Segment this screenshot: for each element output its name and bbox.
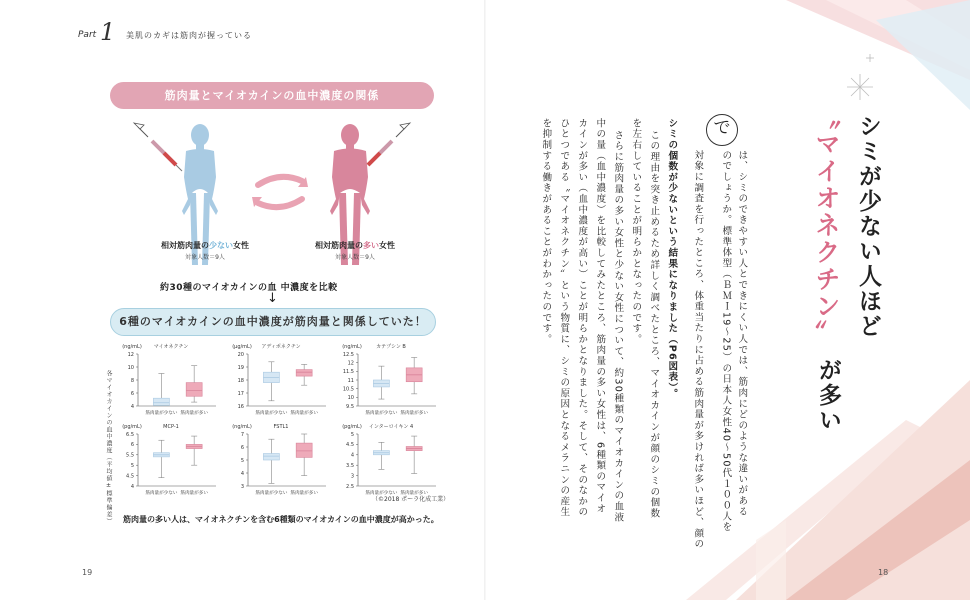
syringe-icon <box>368 123 410 165</box>
chart-tick-label: 6.5 <box>126 431 134 438</box>
chart-title: FSTL1 <box>273 424 289 430</box>
low-muscle-count: 対象人数＝9人 <box>185 254 225 261</box>
chart-tick-label: 6 <box>130 442 134 449</box>
chart-category-label: 筋肉量が少ない <box>145 411 178 416</box>
result-banner: 6種のマイオカインの血中濃度が筋肉量と関係していた！ <box>110 308 436 336</box>
chart-tick-label: 6 <box>240 444 244 451</box>
chart-unit-label: (ng/mL) <box>232 424 252 430</box>
chart-tick-label: 17 <box>237 390 244 397</box>
chart-tick-label: 4.5 <box>126 473 134 480</box>
chart-title: マイオネクチン <box>153 344 189 350</box>
chart-tick-label: 4 <box>240 470 244 477</box>
article-title-line2: 〝マイオネクチン〟 <box>812 104 841 347</box>
box-body <box>153 398 169 405</box>
chart-category-label: 筋肉量が多い <box>400 491 428 496</box>
chart-tick-label: 11 <box>347 377 354 384</box>
article-column-3: 対象に調査を行ったところ、体重当たりに占める筋肉量が多ければ多いほど、顔の <box>692 150 704 550</box>
chart-tick-label: 5 <box>240 457 244 464</box>
down-arrow-icon: ↓ <box>267 291 278 306</box>
chart-tick-label: 10 <box>347 395 354 402</box>
article-column-10: ひとつである〝マイオネクチン〟という物質に、シミの原因となるメラニンの産生 <box>558 118 570 518</box>
chart-category-label: 筋肉量が少ない <box>255 411 288 416</box>
chart-tick-label: 4 <box>350 452 354 459</box>
chart-title: カテプシン B <box>376 344 406 350</box>
high-muscle-caption: 相対筋肉量の多い女性 <box>315 241 395 250</box>
chart-tick-label: 11.5 <box>342 369 354 376</box>
chart-title: アディポネクチン <box>261 344 301 350</box>
chart-category-label: 筋肉量が少ない <box>255 491 288 496</box>
chart-tick-label: 10.5 <box>342 386 354 393</box>
chapter-title: 美肌のカギは筋肉が握っている <box>126 31 252 40</box>
drop-cap: で <box>706 114 738 146</box>
chart-tick-label: 5 <box>350 431 354 438</box>
chart-tick-label: 4 <box>130 483 134 490</box>
chart-tick-label: 9.5 <box>346 403 354 410</box>
chart-tick-label: 3.5 <box>346 463 354 469</box>
page-number-left: 19 <box>82 568 93 577</box>
chart-tick-label: 3 <box>240 483 244 490</box>
chart-title: MCP-1 <box>163 424 179 430</box>
article-column-4: シミの個数が少ないという結果になりました（P6図表）。 <box>666 118 678 400</box>
figure-banner: 筋肉量とマイオカインの血中濃度の関係 <box>110 82 434 109</box>
y-axis-label: 各マイオカインの血中濃度（平均値±標準偏差） <box>105 370 112 525</box>
chart-tick-label: 20 <box>237 351 244 358</box>
chart-category-label: 筋肉量が多い <box>290 411 318 416</box>
box-body <box>296 370 312 377</box>
chart-tick-label: 4.5 <box>346 442 354 449</box>
part-label: Part <box>78 30 97 40</box>
box-body <box>296 443 312 457</box>
syringe-icon <box>134 123 182 171</box>
chart-unit-label: (ng/mL) <box>342 344 362 350</box>
chart-category-label: 筋肉量が多い <box>290 491 318 496</box>
chart-tick-label: 5 <box>130 463 134 469</box>
box-body <box>263 454 279 461</box>
chart-tick-label: 19 <box>237 364 244 371</box>
compare-text: 約30種のマイオカインの血 中濃度を比較 <box>160 283 338 293</box>
article-column-6: を左右していることが明らかとなったのです。 <box>630 118 642 345</box>
chart-unit-label: (pg/mL) <box>122 424 142 430</box>
chart-category-label: 筋肉量が多い <box>180 491 208 496</box>
chart-tick-label: 18 <box>237 377 244 384</box>
chart-tick-label: 7 <box>240 431 244 438</box>
credit: （©2018 ポーラ化成工業） <box>372 496 450 503</box>
chart-category-label: 筋肉量が少ない <box>145 491 178 496</box>
article-column-9: カインが多い（血中濃度が高い）ことが明らかとなりました。そして、そのなかの <box>576 118 588 518</box>
chart-tick-label: 8 <box>130 377 134 384</box>
box-body <box>186 383 202 397</box>
chart-tick-label: 2.5 <box>346 483 354 490</box>
figure-caption: 筋肉量の多い人は、マイオネクチンを含む6種類のマイオカインの血中濃度が高かった。 <box>123 515 439 524</box>
chart-tick-label: 16 <box>237 403 244 410</box>
boxplot-charts <box>116 340 452 500</box>
article-column-1: は、シミのできやすい人とできにくい人では、筋肉にどのような違いがある <box>736 150 748 518</box>
chart-tick-label: 5.5 <box>126 452 134 459</box>
chart-tick-label: 4 <box>130 403 134 410</box>
article-title-line3: が多い <box>815 358 841 433</box>
chart-unit-label: (μg/mL) <box>232 344 252 350</box>
high-muscle-count: 対象人数＝9人 <box>335 254 375 261</box>
chart-tick-label: 10 <box>127 364 134 371</box>
chart-category-label: 筋肉量が少ない <box>365 411 398 416</box>
chart-unit-label: (ng/mL) <box>122 344 142 350</box>
chart-unit-label: (pg/mL) <box>342 424 362 430</box>
article-column-2: のでしょうか。標準体型（ＢＭＩ19～25）の日本人女性40～50代１００人を <box>720 150 732 533</box>
page-number-right: 18 <box>878 568 889 577</box>
chart-category-label: 筋肉量が多い <box>400 411 428 416</box>
chart-tick-label: 12.5 <box>342 351 354 358</box>
chart-tick-label: 6 <box>130 390 134 397</box>
chart-category-label: 筋肉量が多い <box>180 411 208 416</box>
chart-tick-label: 12 <box>127 351 134 358</box>
chart-tick-label: 12 <box>347 360 354 367</box>
chart-category-label: 筋肉量が少ない <box>365 491 398 496</box>
chart-title: インターロイキン 4 <box>368 424 414 430</box>
article-column-5: この理由を突き止めるため詳しく調べたところ、マイオカインが顔のシミの個数 <box>648 130 660 519</box>
article-column-11: を抑制する働きがあることがわかったのです。 <box>540 118 552 345</box>
low-muscle-caption: 相対筋肉量の少ない女性 <box>161 241 249 250</box>
chart-tick-label: 3 <box>350 473 354 480</box>
article-column-8: 中の量（血中濃度）を比較してみたところ、筋肉量の多い女性は、6種類のマイオ <box>594 118 606 515</box>
article-column-7: さらに筋肉量の多い女性と少ない女性について、約30種類のマイオカインの血液 <box>612 130 624 523</box>
cycle-arrows-icon <box>252 177 308 207</box>
part-number: 1 <box>100 18 116 46</box>
article-title-line1: シミが少ない人ほど <box>855 114 881 339</box>
